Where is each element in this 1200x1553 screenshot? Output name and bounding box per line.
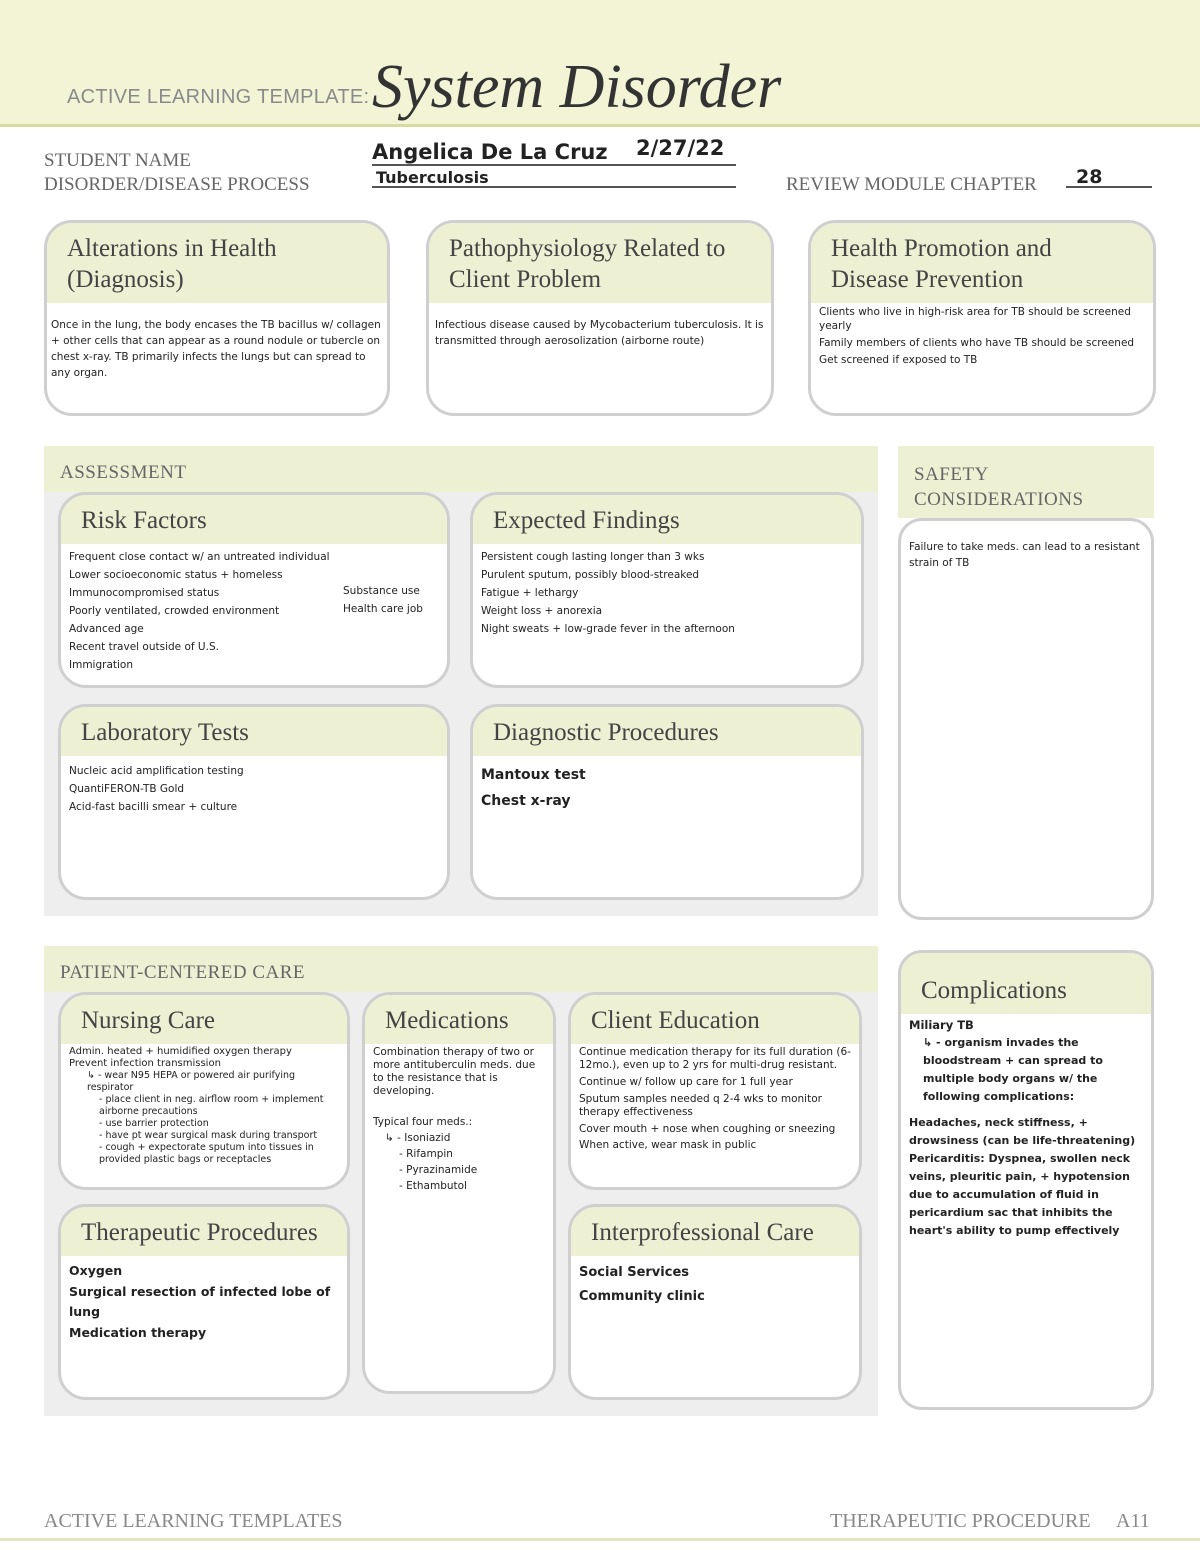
education-item: Continue medication therapy for its full duration (6-12mo.), even up to 2 yrs for multi-drug resistant. xyxy=(579,1046,851,1071)
health-item: Clients who live in high-risk area for TB should be screened yearly xyxy=(819,306,1131,332)
lab-item: QuantiFERON-TB Gold xyxy=(69,783,185,795)
therapeutic-procedures-title: Therapeutic Procedures xyxy=(61,1207,347,1256)
medication-item: - Rifampin xyxy=(399,1148,453,1160)
assessment-header: ASSESSMENT xyxy=(44,446,878,492)
expected-findings-title: Expected Findings xyxy=(473,495,861,544)
health-box xyxy=(808,220,1156,416)
student-name-label: STUDENT NAME xyxy=(44,150,191,171)
client-education-title: Client Education xyxy=(571,995,859,1044)
complication-item: ↳ - organism invades the bloodstream + can spread to multiple body organs w/ the following complications: xyxy=(923,1036,1103,1103)
education-item: Sputum samples needed q 2-4 wks to monitor therapy effectiveness xyxy=(579,1093,822,1118)
safety-item: Failure to take meds. can lead to a resistant strain of TB xyxy=(909,541,1140,569)
lab-tests-title: Laboratory Tests xyxy=(61,707,447,756)
interprofessional-care-box xyxy=(568,1204,862,1400)
medication-item: ↳ - Isoniazid xyxy=(385,1132,451,1144)
nursing-care-title: Nursing Care xyxy=(61,995,347,1044)
interprof-item: Social Services xyxy=(579,1265,689,1280)
risk-item: Advanced age xyxy=(69,623,144,635)
health-title: Health Promotion and Disease Prevention xyxy=(811,223,1153,303)
lab-item: Nucleic acid amplification testing xyxy=(69,765,244,777)
education-item: Continue w/ follow up care for 1 full year xyxy=(579,1076,793,1088)
chapter-value: 28 xyxy=(1076,166,1103,188)
nursing-item: Admin. heated + humidified oxygen therapy xyxy=(69,1046,292,1057)
name-underline xyxy=(372,164,736,166)
complication-item: Pericarditis: Dyspnea, swollen neck veins, pleuritic pain, + hypotension due to accumulation of fluid in pericardium sac that inhibits the heart's ability to pump effectively xyxy=(909,1152,1131,1237)
therapeutic-item: Medication therapy xyxy=(69,1325,207,1340)
nursing-item: - have pt wear surgical mask during transport xyxy=(99,1130,318,1141)
footer-left: ACTIVE LEARNING TEMPLATES xyxy=(44,1510,343,1532)
expected-item: Fatigue + lethargy xyxy=(481,587,579,599)
disorder-underline xyxy=(372,186,736,188)
lab-tests-box xyxy=(58,704,450,900)
page-title: System Disorder xyxy=(372,53,782,121)
risk-factors-box xyxy=(58,492,450,688)
safety-header: SAFETY CONSIDERATIONS xyxy=(914,464,1084,510)
disorder-label: DISORDER/DISEASE PROCESS xyxy=(44,174,310,195)
expected-item: Weight loss + anorexia xyxy=(481,605,603,617)
complication-item: Miliary TB xyxy=(909,1018,974,1032)
care-header: PATIENT-CENTERED CARE xyxy=(44,946,878,992)
alterations-text: Once in the lung, the body encases the TB bacillus w/ collagen + other cells that can appear as a round nodule or tubercle on chest x-ray. TB primarily infects the lungs but can spread to any organ. xyxy=(51,319,381,379)
alterations-box xyxy=(44,220,390,416)
diagnostic-item: Mantoux test xyxy=(481,767,586,783)
risk-factors-title: Risk Factors xyxy=(61,495,447,544)
footer-rule xyxy=(0,1538,1200,1541)
client-education-box xyxy=(568,992,862,1190)
nursing-item: - place client in neg. airflow room + implement airborne precautions xyxy=(99,1094,324,1117)
risk-item: Recent travel outside of U.S. xyxy=(69,641,219,653)
therapeutic-item: Oxygen xyxy=(69,1263,123,1278)
medication-item: Typical four meds.: xyxy=(373,1116,473,1128)
student-name-value: Angelica De La Cruz xyxy=(372,140,608,164)
diagnostic-box xyxy=(470,704,864,900)
risk-item: Lower socioeconomic status + homeless xyxy=(69,569,283,581)
safety-header-band xyxy=(898,446,1154,518)
therapeutic-procedures-box xyxy=(58,1204,350,1400)
expected-item: Night sweats + low-grade fever in the afternoon xyxy=(481,623,735,635)
risk-item: Frequent close contact w/ an untreated individual xyxy=(69,551,330,563)
medication-item: - Pyrazinamide xyxy=(399,1164,478,1176)
nursing-item: ↳ - wear N95 HEPA or powered air purifying respirator xyxy=(87,1070,296,1093)
chapter-label: REVIEW MODULE CHAPTER xyxy=(786,174,1037,195)
safety-box xyxy=(898,518,1154,920)
lab-item: Acid-fast bacilli smear + culture xyxy=(69,801,238,813)
risk-side-item: Health care job xyxy=(343,603,423,615)
patho-text: Infectious disease caused by Mycobacterium tuberculosis. It is transmitted through aerosolization (airborne route) xyxy=(435,319,764,347)
date-value: 2/27/22 xyxy=(636,136,725,160)
medications-box xyxy=(362,992,556,1394)
risk-item: Poorly ventilated, crowded environment xyxy=(69,605,280,617)
health-item: Get screened if exposed to TB xyxy=(819,354,978,366)
chapter-underline xyxy=(1066,186,1152,188)
expected-item: Persistent cough lasting longer than 3 wks xyxy=(481,551,705,563)
risk-item: Immunocompromised status xyxy=(69,587,220,599)
expected-findings-box xyxy=(470,492,864,688)
health-item: Family members of clients who have TB should be screened xyxy=(819,337,1135,349)
template-label: ACTIVE LEARNING TEMPLATE: xyxy=(67,86,370,108)
expected-item: Purulent sputum, possibly blood-streaked xyxy=(481,569,700,581)
footer-code: A11 xyxy=(1116,1510,1150,1532)
interprofessional-care-title: Interprofessional Care xyxy=(571,1207,859,1256)
complication-item: Headaches, neck stiffness, + drowsiness (can be life-threatening) xyxy=(909,1116,1136,1147)
therapeutic-item: Surgical resection of infected lobe of lung xyxy=(69,1284,331,1319)
footer-right: THERAPEUTIC PROCEDURE xyxy=(830,1510,1091,1532)
medication-item: - Ethambutol xyxy=(399,1180,467,1192)
interprof-item: Community clinic xyxy=(579,1289,705,1304)
nursing-care-box xyxy=(58,992,350,1190)
nursing-item: Prevent infection transmission xyxy=(69,1058,221,1069)
medication-item: Combination therapy of two or more antituberculin meds. due to the resistance that is developing. xyxy=(373,1046,536,1097)
risk-side-item: Substance use xyxy=(343,585,420,597)
complications-title: Complications xyxy=(901,953,1151,1014)
diagnostic-title: Diagnostic Procedures xyxy=(473,707,861,756)
diagnostic-item: Chest x-ray xyxy=(481,793,571,809)
patho-box xyxy=(426,220,774,416)
patho-title: Pathophysiology Related to Client Problem xyxy=(429,223,771,303)
education-item: Cover mouth + nose when coughing or sneezing xyxy=(579,1123,836,1135)
risk-item: Immigration xyxy=(69,659,133,671)
education-item: When active, wear mask in public xyxy=(579,1139,757,1151)
complications-box xyxy=(898,950,1154,1410)
nursing-item: - cough + expectorate sputum into tissues in provided plastic bags or receptacles xyxy=(99,1142,314,1165)
alterations-title: Alterations in Health (Diagnosis) xyxy=(47,223,387,303)
disorder-value: Tuberculosis xyxy=(376,168,489,187)
medications-title: Medications xyxy=(365,995,553,1044)
nursing-item: - use barrier protection xyxy=(99,1118,209,1129)
